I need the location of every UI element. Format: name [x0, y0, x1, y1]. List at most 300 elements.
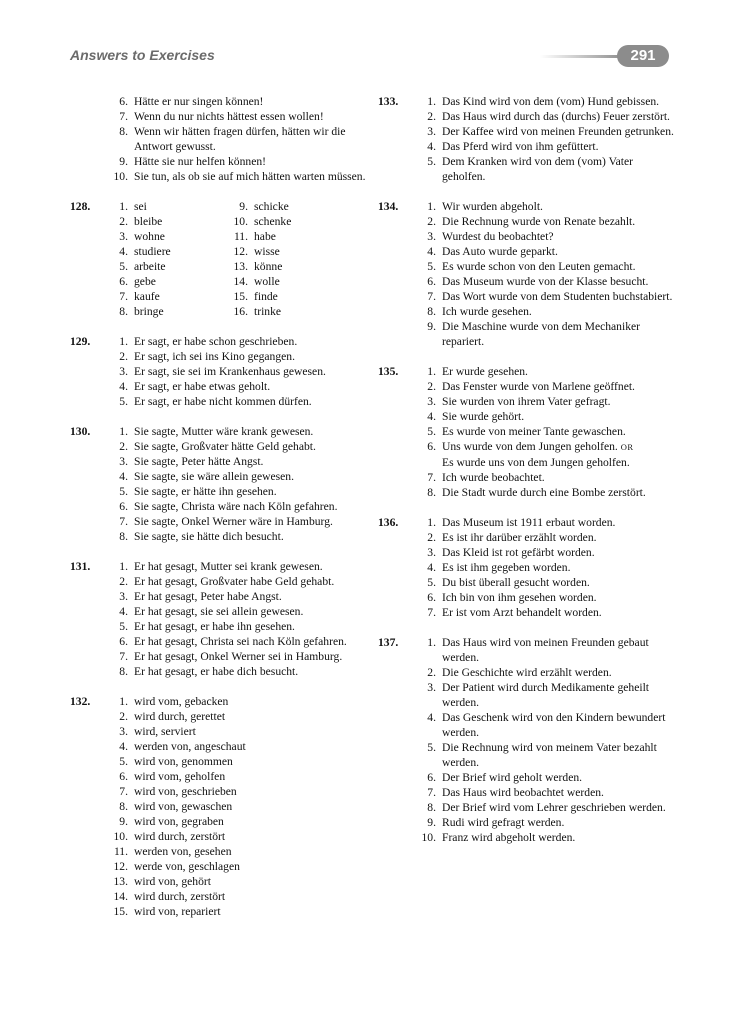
- item-number: 4.: [427, 140, 436, 153]
- list-item: [218, 304, 338, 319]
- item-text: Ich bin von ihm gesehen worden.: [442, 591, 597, 604]
- item-number: 1.: [427, 636, 436, 649]
- item-text: Das Museum wurde von der Klasse besucht.: [442, 275, 649, 288]
- list-item: [406, 515, 678, 530]
- item-text: Er wurde gesehen.: [442, 365, 528, 378]
- item-text: Das Fenster wurde von Marlene geöffnet.: [442, 380, 635, 393]
- list-item: [98, 574, 370, 589]
- item-number: 16.: [233, 305, 248, 318]
- list-item: [98, 124, 370, 154]
- list-item: [98, 874, 370, 889]
- list-item: [98, 304, 218, 319]
- list-item: [406, 214, 678, 229]
- list-item: [98, 274, 218, 289]
- item-text: Das Kleid ist rot gefärbt worden.: [442, 546, 595, 559]
- list-item: [98, 784, 370, 799]
- item-text: könne: [254, 260, 283, 273]
- item-text: schenke: [254, 215, 292, 228]
- list-item: [218, 259, 338, 274]
- list-item: [406, 785, 678, 800]
- item-number: 5.: [119, 260, 128, 273]
- item-text: Er ist vom Arzt behandelt worden.: [442, 606, 602, 619]
- item-number: 1.: [119, 560, 128, 573]
- item-number: 6.: [427, 591, 436, 604]
- list-item: [98, 634, 370, 649]
- item-text: Ich wurde gesehen.: [442, 305, 532, 318]
- item-number: 1.: [427, 516, 436, 529]
- list-item: [98, 109, 370, 124]
- exercise-number: 134.: [378, 200, 399, 213]
- item-number: 3.: [119, 725, 128, 738]
- item-number: 8.: [119, 305, 128, 318]
- exercise-135: [378, 364, 678, 500]
- list-item: [98, 529, 370, 544]
- item-number: 9.: [239, 200, 248, 213]
- item-number: 5.: [427, 155, 436, 168]
- item-text: Die Rechnung wird von meinem Vater bezahlt werden.: [442, 741, 657, 769]
- item-text: Er hat gesagt, Großvater habe Geld gehabt.: [134, 575, 335, 588]
- list-item: [406, 740, 678, 770]
- item-text: wird von, genommen: [134, 755, 233, 768]
- item-number: 15.: [113, 905, 128, 918]
- item-number: 1.: [427, 365, 436, 378]
- item-number: 3.: [427, 125, 436, 138]
- exercise-number: 137.: [378, 636, 399, 649]
- item-number: 7.: [119, 785, 128, 798]
- item-number: 9.: [119, 155, 128, 168]
- item-text: Sie wurden von ihrem Vater gefragt.: [442, 395, 611, 408]
- item-text: wird von, geschrieben: [134, 785, 237, 798]
- item-text: Rudi wird gefragt werden.: [442, 816, 565, 829]
- item-text: Sie sagte, Mutter wäre krank gewesen.: [134, 425, 314, 438]
- or-label: OR: [620, 442, 634, 452]
- item-number: 2.: [119, 215, 128, 228]
- item-number: 10.: [113, 170, 128, 183]
- item-text: Sie tun, als ob sie auf mich hätten warten müssen.: [134, 170, 366, 183]
- item-number: 8.: [119, 800, 128, 813]
- item-number: 8.: [427, 801, 436, 814]
- item-number: 14.: [233, 275, 248, 288]
- page-number-badge: 291: [617, 45, 669, 67]
- list-item: [98, 754, 370, 769]
- item-text: wird von, gewaschen: [134, 800, 233, 813]
- item-text: Er hat gesagt, Peter habe Angst.: [134, 590, 282, 603]
- list-item: [98, 589, 370, 604]
- item-number: 6.: [427, 771, 436, 784]
- item-number: 10.: [233, 215, 248, 228]
- list-item: [406, 394, 678, 409]
- list-item: [406, 710, 678, 740]
- item-number: 7.: [427, 606, 436, 619]
- item-number: 2.: [119, 575, 128, 588]
- item-text: wisse: [254, 245, 280, 258]
- list-item: [218, 289, 338, 304]
- item-text: Das Haus wird durch das (durchs) Feuer zerstört.: [442, 110, 670, 123]
- list-item: [98, 829, 370, 844]
- item-number: 12.: [113, 860, 128, 873]
- item-number: 5.: [427, 576, 436, 589]
- header-rule: [540, 55, 626, 58]
- list-item: [406, 364, 678, 379]
- list-item: [218, 274, 338, 289]
- item-text: Er hat gesagt, Christa sei nach Köln gefahren.: [134, 635, 347, 648]
- item-text: Wurdest du beobachtet?: [442, 230, 554, 243]
- item-text: werden von, gesehen: [134, 845, 232, 858]
- item-number: 7.: [427, 471, 436, 484]
- item-text: Der Kaffee wird von meinen Freunden getrunken.: [442, 125, 674, 138]
- item-number: 1.: [427, 200, 436, 213]
- item-number: 4.: [119, 605, 128, 618]
- item-number: 4.: [427, 561, 436, 574]
- item-number: 11.: [113, 845, 128, 858]
- item-number: 3.: [427, 395, 436, 408]
- list-item: [406, 289, 678, 304]
- item-text: Sie wurde gehört.: [442, 410, 525, 423]
- item-number: 5.: [427, 260, 436, 273]
- exercise-127-continued: [70, 94, 370, 184]
- item-number: 6.: [427, 440, 436, 453]
- list-item: [406, 319, 678, 349]
- list-item: [218, 199, 338, 214]
- list-item: [98, 154, 370, 169]
- list-item: [98, 694, 370, 709]
- list-item: [98, 424, 370, 439]
- item-number: 5.: [119, 620, 128, 633]
- item-text: Sie sagte, Großvater hätte Geld gehabt.: [134, 440, 316, 453]
- item-number: 6.: [119, 635, 128, 648]
- list-item: [406, 830, 678, 845]
- item-text: Ich wurde beobachtet.: [442, 471, 545, 484]
- list-item: [406, 409, 678, 424]
- list-item: [406, 560, 678, 575]
- exercise-128: [70, 199, 370, 319]
- item-text: Das Geschenk wird von den Kindern bewundert werden.: [442, 711, 666, 739]
- item-text: Es ist ihr darüber erzählt worden.: [442, 531, 597, 544]
- item-text: Sie sagte, sie wäre allein gewesen.: [134, 470, 294, 483]
- item-number: 8.: [119, 125, 128, 138]
- list-item: [98, 94, 370, 109]
- item-number: 2.: [119, 710, 128, 723]
- item-text: Er hat gesagt, Mutter sei krank gewesen.: [134, 560, 323, 573]
- item-text: habe: [254, 230, 276, 243]
- list-item: [98, 349, 370, 364]
- item-number: 5.: [119, 755, 128, 768]
- item-text: Er sagt, er habe nicht kommen dürfen.: [134, 395, 312, 408]
- item-number: 14.: [113, 890, 128, 903]
- item-number: 1.: [119, 200, 128, 213]
- item-number: 4.: [427, 711, 436, 724]
- item-text: Der Brief wird vom Lehrer geschrieben werden.: [442, 801, 666, 814]
- item-text: Wenn du nur nichts hättest essen wollen!: [134, 110, 324, 123]
- exercise-number: [70, 94, 98, 184]
- item-text: Er hat gesagt, Onkel Werner sei in Hamburg.: [134, 650, 343, 663]
- item-number: 7.: [427, 290, 436, 303]
- item-number: 4.: [427, 410, 436, 423]
- exercise-130: [70, 424, 370, 544]
- list-item: [406, 124, 678, 139]
- item-text: finde: [254, 290, 278, 303]
- exercise-number: 130.: [70, 425, 91, 438]
- list-item: [98, 904, 370, 919]
- left-column: [70, 94, 370, 934]
- list-item: [98, 814, 370, 829]
- list-item: [98, 619, 370, 634]
- item-number: 8.: [119, 530, 128, 543]
- item-number: 7.: [119, 290, 128, 303]
- item-text: Sie sagte, sie hätte dich besucht.: [134, 530, 284, 543]
- exercise-132: [70, 694, 370, 919]
- item-text: arbeite: [134, 260, 166, 273]
- exercise-number: 128.: [70, 200, 91, 213]
- list-item: [406, 545, 678, 560]
- item-number: 3.: [427, 230, 436, 243]
- item-text: Er sagt, er habe schon geschrieben.: [134, 335, 298, 348]
- item-text: werde von, geschlagen: [134, 860, 240, 873]
- item-text: Die Stadt wurde durch eine Bombe zerstört.: [442, 486, 646, 499]
- item-text: Er sagt, er habe etwas geholt.: [134, 380, 271, 393]
- item-number: 10.: [421, 831, 436, 844]
- item-text: schicke: [254, 200, 289, 213]
- item-number: 1.: [119, 695, 128, 708]
- item-number: 2.: [427, 215, 436, 228]
- item-text: wird von, gehört: [134, 875, 211, 888]
- item-text: Es wurde schon von den Leuten gemacht.: [442, 260, 636, 273]
- item-number: 3.: [427, 546, 436, 559]
- item-text: studiere: [134, 245, 171, 258]
- item-number: 7.: [427, 786, 436, 799]
- list-item: [406, 259, 678, 274]
- item-number: 3.: [427, 681, 436, 694]
- list-item: [406, 470, 678, 485]
- item-text: sei: [134, 200, 147, 213]
- list-item: [218, 244, 338, 259]
- list-item: [406, 139, 678, 154]
- item-text: Es ist ihm gegeben worden.: [442, 561, 571, 574]
- item-number: 11.: [233, 230, 248, 243]
- item-text: wird vom, geholfen: [134, 770, 226, 783]
- item-text: Das Museum ist 1911 erbaut worden.: [442, 516, 616, 529]
- item-number: 6.: [119, 275, 128, 288]
- item-number: 7.: [119, 650, 128, 663]
- item-number: 15.: [233, 290, 248, 303]
- list-item: [98, 514, 370, 529]
- list-item: [406, 575, 678, 590]
- list-item: [98, 799, 370, 814]
- list-item: [98, 604, 370, 619]
- list-item: [98, 649, 370, 664]
- list-item: [98, 334, 370, 349]
- list-item: [98, 769, 370, 784]
- list-item: [406, 770, 678, 785]
- list-item: [98, 859, 370, 874]
- list-item: [98, 394, 370, 409]
- item-text: Die Maschine wurde von dem Mechaniker repariert.: [442, 320, 640, 348]
- item-text: Er hat gesagt, er habe dich besucht.: [134, 665, 299, 678]
- item-number: 1.: [427, 95, 436, 108]
- list-item: [98, 379, 370, 394]
- list-item: [98, 559, 370, 574]
- item-number: 5.: [119, 395, 128, 408]
- list-item: [98, 739, 370, 754]
- list-item: [406, 199, 678, 214]
- item-text: Franz wird abgeholt werden.: [442, 831, 576, 844]
- item-number: 7.: [119, 110, 128, 123]
- item-text: bringe: [134, 305, 164, 318]
- item-text: trinke: [254, 305, 282, 318]
- item-number: 6.: [119, 770, 128, 783]
- exercise-number: 129.: [70, 335, 91, 348]
- item-number: 1.: [119, 335, 128, 348]
- item-number: 3.: [119, 230, 128, 243]
- list-item: [406, 590, 678, 605]
- item-number: 5.: [427, 425, 436, 438]
- list-item: [406, 800, 678, 815]
- item-text: bleibe: [134, 215, 163, 228]
- item-text: Hätte er nur singen können!: [134, 95, 264, 108]
- item-text: wolle: [254, 275, 280, 288]
- item-text: wird von, repariert: [134, 905, 221, 918]
- list-item: [98, 289, 218, 304]
- list-item: [98, 229, 218, 244]
- item-text: Die Rechnung wurde von Renate bezahlt.: [442, 215, 636, 228]
- list-item: [98, 454, 370, 469]
- item-text: Hätte sie nur helfen können!: [134, 155, 266, 168]
- item-text: wird durch, zerstört: [134, 830, 226, 843]
- list-item: [98, 484, 370, 499]
- list-item: [98, 364, 370, 379]
- item-text: Er sagt, sie sei im Krankenhaus gewesen.: [134, 365, 326, 378]
- item-number: 5.: [427, 741, 436, 754]
- list-item: [406, 94, 678, 109]
- item-number: 8.: [427, 305, 436, 318]
- list-item: [406, 154, 678, 184]
- list-item: [406, 379, 678, 394]
- item-number: 13.: [113, 875, 128, 888]
- item-text: Wenn wir hätten fragen dürfen, hätten wir die Antwort gewusst.: [134, 125, 346, 153]
- item-number: 4.: [119, 245, 128, 258]
- list-item: [98, 844, 370, 859]
- item-text: kaufe: [134, 290, 160, 303]
- item-text: Die Geschichte wird erzählt werden.: [442, 666, 612, 679]
- exercise-number: 131.: [70, 560, 91, 573]
- list-item: [406, 244, 678, 259]
- item-text: Es wurde von meiner Tante gewaschen.: [442, 425, 626, 438]
- exercise-134: [378, 199, 678, 349]
- item-text: Sie sagte, Onkel Werner wäre in Hamburg.: [134, 515, 333, 528]
- exercise-number: 135.: [378, 365, 399, 378]
- exercise-131: [70, 559, 370, 679]
- item-number: 12.: [233, 245, 248, 258]
- item-text: Er sagt, ich sei ins Kino gegangen.: [134, 350, 295, 363]
- item-number: 4.: [427, 245, 436, 258]
- item-text: Wir wurden abgeholt.: [442, 200, 543, 213]
- item-text: Sie sagte, er hätte ihn gesehen.: [134, 485, 277, 498]
- item-number: 2.: [119, 350, 128, 363]
- item-number: 2.: [427, 110, 436, 123]
- item-number: 6.: [427, 275, 436, 288]
- item-number: 2.: [427, 380, 436, 393]
- list-item: [406, 304, 678, 319]
- list-item: [406, 229, 678, 244]
- item-number: 6.: [119, 500, 128, 513]
- item-number: 13.: [233, 260, 248, 273]
- item-text: Der Patient wird durch Medikamente geheilt werden.: [442, 681, 650, 709]
- item-text: Das Kind wird von dem (vom) Hund gebissen.: [442, 95, 660, 108]
- list-item: [406, 485, 678, 500]
- list-item: [406, 439, 678, 470]
- list-item: [98, 199, 218, 214]
- list-item: [98, 244, 218, 259]
- item-number: 8.: [427, 486, 436, 499]
- list-item: [98, 439, 370, 454]
- list-item: [406, 680, 678, 710]
- list-item: [406, 530, 678, 545]
- item-number: 2.: [427, 531, 436, 544]
- item-text: wird durch, gerettet: [134, 710, 226, 723]
- list-item: [406, 109, 678, 124]
- item-number: 4.: [119, 740, 128, 753]
- item-number: 4.: [119, 470, 128, 483]
- list-item: [218, 214, 338, 229]
- exercise-133: [378, 94, 678, 184]
- item-text: wird, serviert: [134, 725, 196, 738]
- item-text: Du bist überall gesucht worden.: [442, 576, 590, 589]
- list-item: [406, 665, 678, 680]
- list-item: [218, 229, 338, 244]
- item-text: Das Wort wurde von dem Studenten buchstabiert.: [442, 290, 673, 303]
- list-item: [406, 605, 678, 620]
- exercise-number: 136.: [378, 516, 399, 529]
- item-text: Das Haus wird von meinen Freunden gebaut werden.: [442, 636, 649, 664]
- item-number: 3.: [119, 455, 128, 468]
- running-header-title: Answers to Exercises: [70, 47, 215, 63]
- list-item: [98, 664, 370, 679]
- item-number: 7.: [119, 515, 128, 528]
- item-number: 2.: [119, 440, 128, 453]
- list-item: [98, 724, 370, 739]
- item-number: 9.: [427, 320, 436, 333]
- item-text: wird von, gegraben: [134, 815, 224, 828]
- exercise-137: [378, 635, 678, 845]
- list-item: [98, 499, 370, 514]
- item-text: Das Pferd wird von ihm gefüttert.: [442, 140, 599, 153]
- item-text: wohne: [134, 230, 165, 243]
- right-column: [378, 94, 678, 860]
- list-item: [406, 815, 678, 830]
- item-text: werden von, angeschaut: [134, 740, 246, 753]
- item-number: 9.: [427, 816, 436, 829]
- exercise-136: [378, 515, 678, 620]
- list-item: [406, 274, 678, 289]
- item-number: 3.: [119, 365, 128, 378]
- item-text: wird vom, gebacken: [134, 695, 229, 708]
- item-number: 2.: [427, 666, 436, 679]
- list-item: [406, 635, 678, 665]
- item-text: gebe: [134, 275, 156, 288]
- item-number: 6.: [119, 95, 128, 108]
- list-item: [98, 709, 370, 724]
- item-text: Das Haus wird beobachtet werden.: [442, 786, 604, 799]
- exercise-number: 133.: [378, 95, 399, 108]
- item-text: Das Auto wurde geparkt.: [442, 245, 558, 258]
- list-item: [98, 214, 218, 229]
- item-number: 3.: [119, 590, 128, 603]
- item-number: 10.: [113, 830, 128, 843]
- item-number: 4.: [119, 380, 128, 393]
- exercise-number: 132.: [70, 695, 91, 708]
- item-number: 8.: [119, 665, 128, 678]
- item-text: Er hat gesagt, sie sei allein gewesen.: [134, 605, 304, 618]
